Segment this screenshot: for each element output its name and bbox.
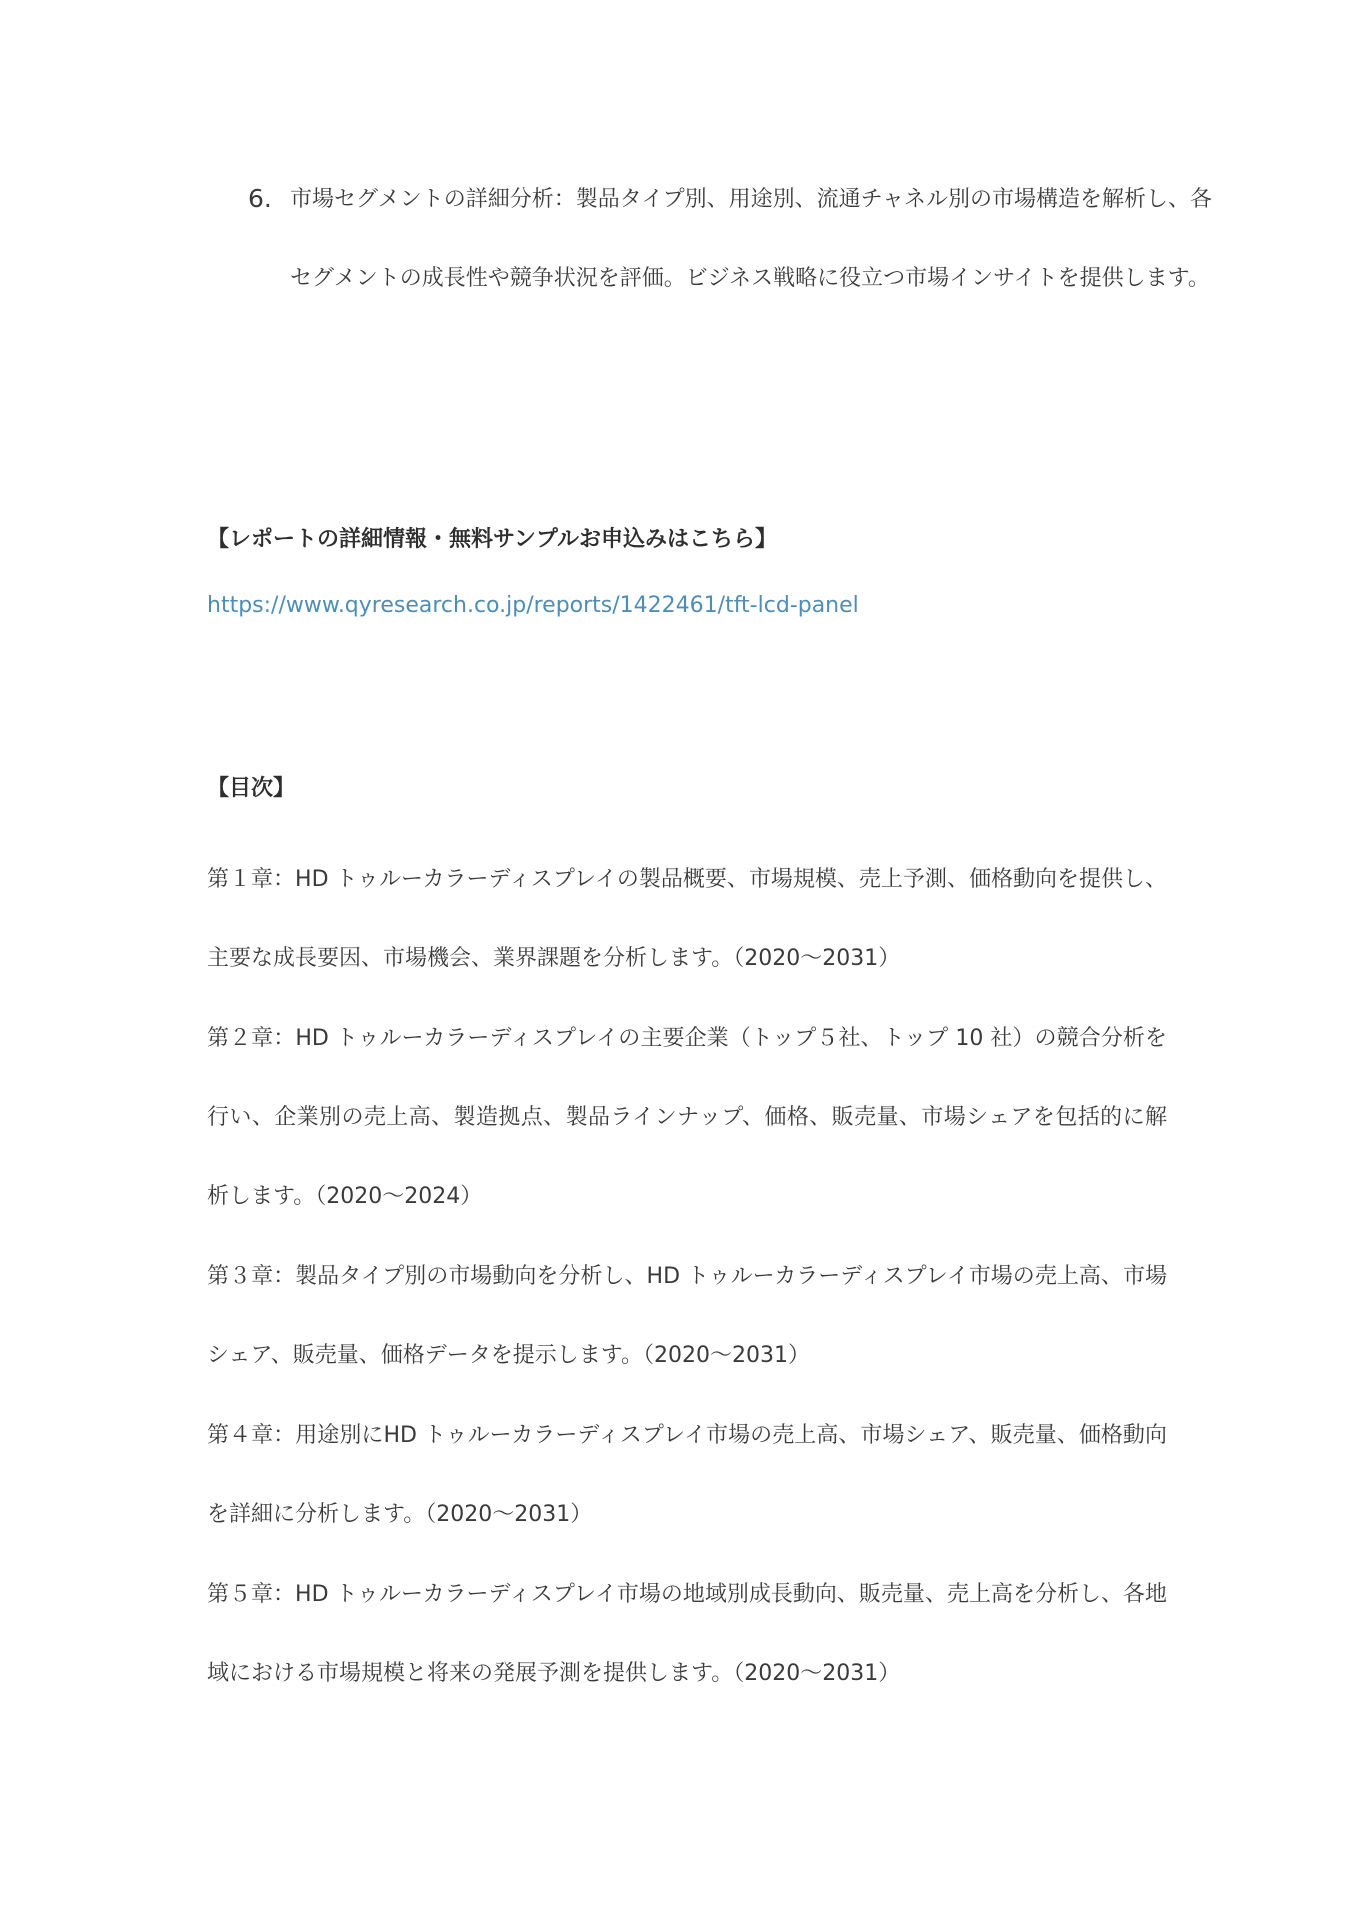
table-of-contents (207, 840, 1167, 1714)
toc-chapter-3: 第３章：製品タイプ別の市場動向を分析し、HD トゥルーカラーディスプレイ市場の売上高、市場シェア、販売量、価格データを提示します。（2020～2031） (207, 1264, 1167, 1368)
toc-chapter-5: 第５章：HD トゥルーカラーディスプレイ市場の地域別成長動向、販売量、売上高を分析し、各地域における市場規模と将来の発展予測を提供します。（2020～2031） (207, 1582, 1167, 1686)
toc-heading: 【目次】 (207, 776, 296, 801)
toc-chapter-4: 第４章：用途別にHD トゥルーカラーディスプレイ市場の売上高、市場シェア、販売量、価格動向を詳細に分析します。（2020～2031） (207, 1423, 1167, 1527)
report-heading: 【レポートの詳細情報・無料サンプルお申込みはこちら】 (207, 527, 778, 552)
list-item-text: 市場セグメントの詳細分析：製品タイプ別、用途別、流通チャネル別の市場構造を解析し、各セグメントの成長性や競争状況を評価。ビジネス戦略に役立つ市場インサイトを提供します。 (290, 187, 1213, 291)
toc-chapter-2: 第２章：HD トゥルーカラーディスプレイの主要企業（トップ５社、トップ 10 社）の競合分析を行い、企業別の売上高、製造拠点、製品ラインナップ、価格、販売量、市場シェアを包括的に解析します。（2020～2024） (207, 1026, 1167, 1209)
list-marker: 6. (248, 184, 272, 213)
toc-chapter-1: 第１章：HD トゥルーカラーディスプレイの製品概要、市場規模、売上予測、価格動向を提供し、主要な成長要因、市場機会、業界課題を分析します。（2020～2031） (207, 867, 1167, 971)
report-link[interactable]: https://www.qyresearch.co.jp/reports/1422461/tft-lcd-panel (207, 593, 859, 618)
